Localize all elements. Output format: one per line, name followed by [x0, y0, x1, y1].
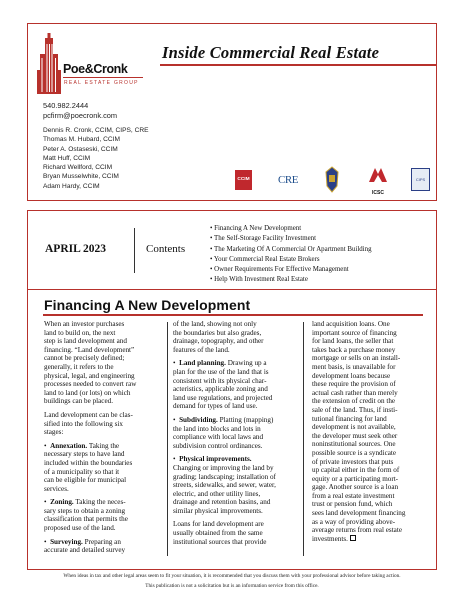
- stage-physical-improvements: • Physical improvements. Changing or improving the land by grading; landscaping; installation of streets, sidewalks, and sewer, water, electric, and other utility lines, drainage and retention basins, and similar physical improvements.: [173, 455, 276, 515]
- article-column-1: [44, 320, 164, 560]
- icsc-badge-label: ICSC: [372, 190, 384, 196]
- title-rule: [160, 64, 436, 66]
- issue-date: APRIL 2023: [45, 243, 107, 255]
- broker-name: Matt Huff, CCIM: [43, 154, 91, 162]
- article-column-2: [173, 320, 293, 551]
- article-title: Financing A New Development: [44, 297, 251, 313]
- icsc-badge-icon: [367, 166, 389, 194]
- icsc-mark-icon: [367, 166, 389, 184]
- cips-badge-label: CIPS: [415, 177, 426, 182]
- stage-text: Taking the necessary steps to have land included within the boundaries of a municipality so that it can be eligible for municipal services.: [44, 441, 133, 493]
- broker-name: Peter A. Ostaseski, CCIM: [43, 145, 118, 153]
- toc-item-label: Owner Requirements For Effective Management: [214, 266, 349, 274]
- toc-item[interactable]: • Your Commercial Real Estate Brokers: [210, 255, 320, 263]
- affiliation-badges: [205, 160, 435, 194]
- stage-heading: Land planning.: [179, 359, 226, 368]
- toc-item-label: The Marketing Of A Commercial Or Apartment Building: [214, 245, 372, 253]
- stage-text: Preparing an accurate and detailed survey: [44, 537, 126, 555]
- stage-annexation: • Annexation. Taking the necessary steps to have land included within the boundaries of a municipality so that it can be eligible for municipal services.: [44, 441, 133, 493]
- table-of-contents: [210, 224, 372, 286]
- stage-text: Taking the neces- sary steps to obtain a zoning classification that permits the proposed use of the land.: [44, 498, 128, 533]
- broker-list: [43, 126, 149, 191]
- email-address: pcfirm@poecronk.com: [43, 111, 118, 120]
- article-paragraph: Land development can be clas- sified into the following six stages:: [44, 410, 133, 437]
- stage-heading: Annexation.: [50, 441, 88, 450]
- toc-item-label: Financing A New Development: [214, 225, 302, 232]
- column-divider: [167, 322, 168, 556]
- stage-heading: Zoning.: [50, 498, 74, 507]
- footer-notice: This publication is not a solicitation but is an information service from this office.: [145, 583, 319, 589]
- cre-badge-icon: [275, 170, 301, 190]
- article-title-rule: [43, 314, 423, 316]
- column-divider: [303, 322, 304, 556]
- ccim-badge-label: CCIM: [237, 177, 250, 182]
- cips-badge-icon: [411, 168, 430, 191]
- stage-heading: Subdividing.: [179, 415, 218, 424]
- article-paragraph: [312, 320, 424, 543]
- logo-rule: [63, 77, 143, 78]
- broker-name: Bryan Musselwhite, CCIM: [43, 173, 119, 181]
- logo-brand: Poe&Cronk: [63, 62, 128, 76]
- end-mark-icon: [350, 535, 356, 541]
- stage-zoning: • Zoning. Taking the neces- sary steps to obtain a zoning classification that permits the proposed use of the land.: [44, 498, 128, 533]
- cre-badge-label: CRE: [278, 174, 298, 186]
- article-paragraph: Loans for land development are usually obtained from the same institutional sources that provide: [173, 520, 267, 546]
- poe-cronk-logo: [36, 32, 146, 96]
- stage-land-planning: • Land planning. Drawing up a plan for the use of the land that is consistent with its physical char- acteristics, applicable zoning and land use regulations, and projected demand for types of land use.: [173, 359, 273, 411]
- article-paragraph: When an investor purchases land to build on, the next step is land development and financing. “Land development” cannot be precisely defined; generally, it refers to the physical, legal, and engineering processes needed to convert raw land to land (or lots) on which buildings can be placed.: [44, 320, 137, 406]
- footer-disclaimer: When ideas in tax and other legal areas seem to fit your situation, it is recommended that you discuss them with your professional advisor before taking action.: [63, 573, 401, 579]
- contents-divider: [134, 228, 135, 273]
- lambda-alpha-icon: [325, 166, 339, 193]
- stage-text: Platting (mapping) the land into blocks and lots in compliance with local laws and subdivision control ordinances.: [173, 415, 274, 450]
- paragraph-text: land acquisition loans. One important source of financing for land loans, the seller that takes back a purchase money mortgage or sells on an install- ment basis, is unavailable for development loans because these require the provision of actual cash rather than merely the extension of credit on the sale of the land. Thus, if insti- tutional financing for land development is not available, the developer must seek other noninstitutional sources. One possible source is a syndicate of private investors that puts up capital either in the form of equity or a participating mort- gage. Another source is a loan from a real estate investment trust or pension fund, which sees land development financing as a way of providing above- average returns from real estate investments.: [312, 320, 406, 543]
- stage-text: Drawing up a plan for the use of the land that is consistent with its physical char- acteristics, applicable zoning and land use regulations, and projected demand for types of land use.: [173, 359, 273, 411]
- broker-name: Dennis R. Cronk, CCIM, CIPS, CRE: [43, 127, 149, 134]
- stage-subdividing: • Subdividing. Platting (mapping) the land into blocks and lots in compliance with local laws and subdivision control ordinances.: [173, 415, 274, 450]
- toc-item[interactable]: • Help With Investment Real Estate: [210, 276, 308, 284]
- toc-item-label: The Self-Storage Facility Investment: [214, 235, 317, 243]
- contents-label: Contents: [146, 243, 186, 255]
- toc-item[interactable]: • Financing A New Development: [210, 225, 302, 232]
- toc-item-label: Help With Investment Real Estate: [214, 276, 308, 284]
- stage-text: Changing or improving the land by grading; landscaping; installation of streets, sidewalks, and sewer, water, electric, and other utility lines, drainage and retention basins, and similar physical improvements.: [173, 463, 276, 515]
- toc-item-label: Your Commercial Real Estate Brokers: [213, 255, 320, 263]
- article-paragraph: of the land, showing not only the boundaries but also grades, drainage, topography, and other features of the land.: [173, 320, 264, 354]
- ccim-badge-icon: [235, 170, 252, 190]
- newsletter-title: Inside Commercial Real Estate: [162, 43, 380, 62]
- stage-heading: Physical improvements.: [179, 455, 252, 464]
- article-column-3: [312, 320, 424, 548]
- stage-surveying: • Surveying. Preparing an accurate and detailed survey: [44, 537, 126, 555]
- toc-item[interactable]: • The Marketing Of A Commercial Or Apartment Building: [210, 245, 372, 253]
- toc-item[interactable]: • Owner Requirements For Effective Management: [210, 266, 349, 274]
- toc-item[interactable]: • The Self-Storage Facility Investment: [210, 235, 317, 243]
- broker-name: Thomas M. Hubard, CCIM: [43, 136, 120, 144]
- broker-name: Richard Wellford, CCIM: [43, 164, 113, 172]
- phone-number: 540.982.2444: [43, 101, 89, 110]
- stage-heading: Surveying.: [50, 537, 83, 546]
- logo-tagline: REAL ESTATE GROUP: [64, 80, 139, 86]
- broker-name: Adam Hardy, CCIM: [43, 182, 100, 190]
